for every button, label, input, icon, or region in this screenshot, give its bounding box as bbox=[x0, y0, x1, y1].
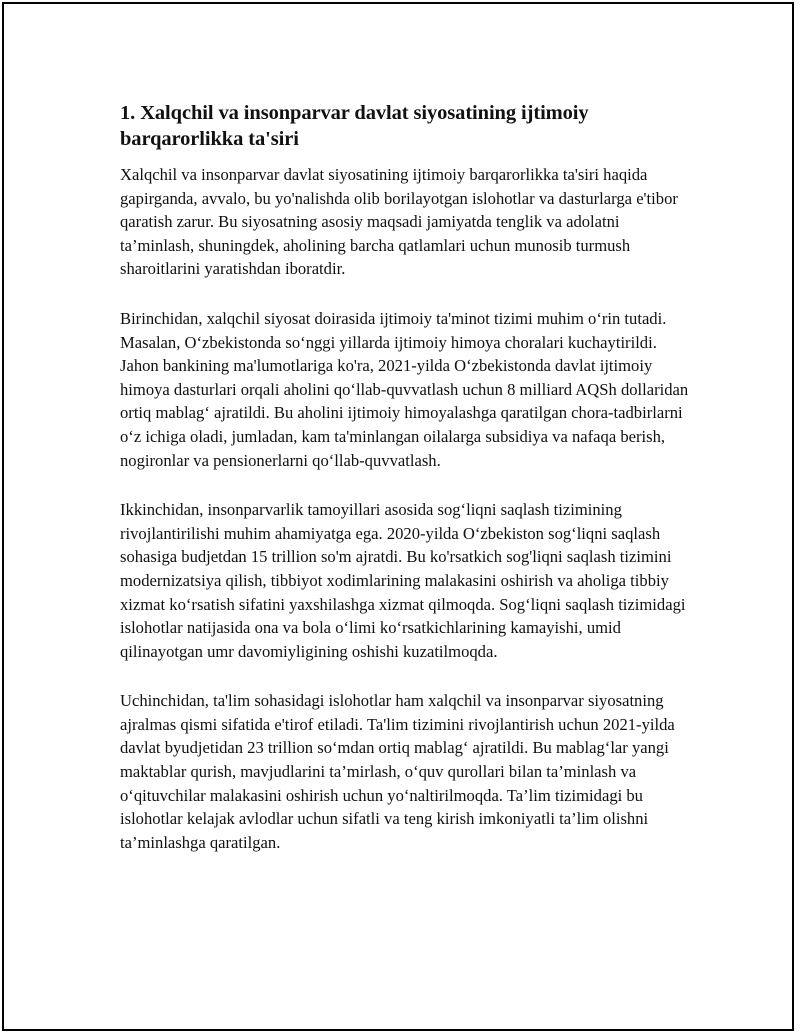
paragraph-third: Uchinchidan, ta'lim sohasidagi islohotlar ham xalqchil va insonparvar siyosatning ajralmas qismi sifatida e'tirof etiladi. Ta'lim tizimini rivojlantirish uchun 2021-yilda davlat byudjetidan 23 trillion so‘mdan ortiq mablag‘ ajratildi. Bu mablag‘lar yangi maktablar qurish, mavjudlarini ta’mirlash, o‘quv qurollari bilan ta’minlash va o‘qituvchilar malakasini oshirish uchun yo‘naltirilmoqda. Ta’lim tizimidagi bu islohotlar kelajak avlodlar uchun sifatli va teng kirish imkoniyatli ta’lim olishni ta’minlashga qaratilgan. bbox=[120, 691, 675, 852]
paragraph-first: Birinchidan, xalqchil siyosat doirasida ijtimoiy ta'minot tizimi muhim o‘rin tutadi. Masalan, O‘zbekistonda so‘nggi yillarda ijtimoiy himoya choralari kuchaytirildi. Jahon bankining ma'lumotlariga ko'ra, 2021-yilda O‘zbekistonda davlat ijtimoiy himoya dasturlari orqali aholini qo‘llab-quvvatlash uchun 8 milliard AQSh dollaridan ortiq mablag‘ ajratildi. Bu aholini ijtimoiy himoyalashga qaratilgan chora-tadbirlarni o‘z ichiga oladi, jumladan, kam ta'minlangan oilalarga subsidiya va nafaqa berish, nogironlar va pensionerlarni qo‘llab-quvvatlash. bbox=[120, 308, 689, 470]
document-body bbox=[120, 100, 695, 880]
paragraph-intro: Xalqchil va insonparvar davlat siyosatining ijtimoiy barqarorlikka ta'siri haqida gapirganda, avvalo, bu yo'nalishda olib borilayotgan islohotlar va dasturlarga e'tibor qaratish zarur. Bu siyosatning asosiy maqsadi jamiyatda tenglik va adolatni ta’minlash, shuningdek, aholining barcha qatlamlari uchun munosib turmush sharoitlarini yaratishdan iboratdir. bbox=[120, 165, 678, 279]
paragraph-second: Ikkinchidan, insonparvarlik tamoyillari asosida sog‘liqni saqlash tizimining rivojlantirilishi muhim ahamiyatga ega. 2020-yilda O‘zbekiston sog‘liqni saqlash sohasiga budjetdan 15 trillion so'm ajratdi. Bu ko'rsatkich sog'liqni saqlash tizimini modernizatsiya qilish, tibbiyot xodimlarining malakasini oshirish va aholiga tibbiy xizmat ko‘rsatish sifatini yaxshilashga xizmat qilmoqda. Sog‘liqni saqlash tizimidagi islohotlar natijasida ona va bola o‘limi ko‘rsatkichlarining kamayishi, umid qilinayotgan umr davomiyligining oshishi kuzatilmoqda. bbox=[120, 500, 686, 661]
section-heading: 1. Xalqchil va insonparvar davlat siyosatining ijtimoiy barqarorlikka ta'siri bbox=[120, 102, 589, 150]
document-page bbox=[2, 2, 794, 1031]
